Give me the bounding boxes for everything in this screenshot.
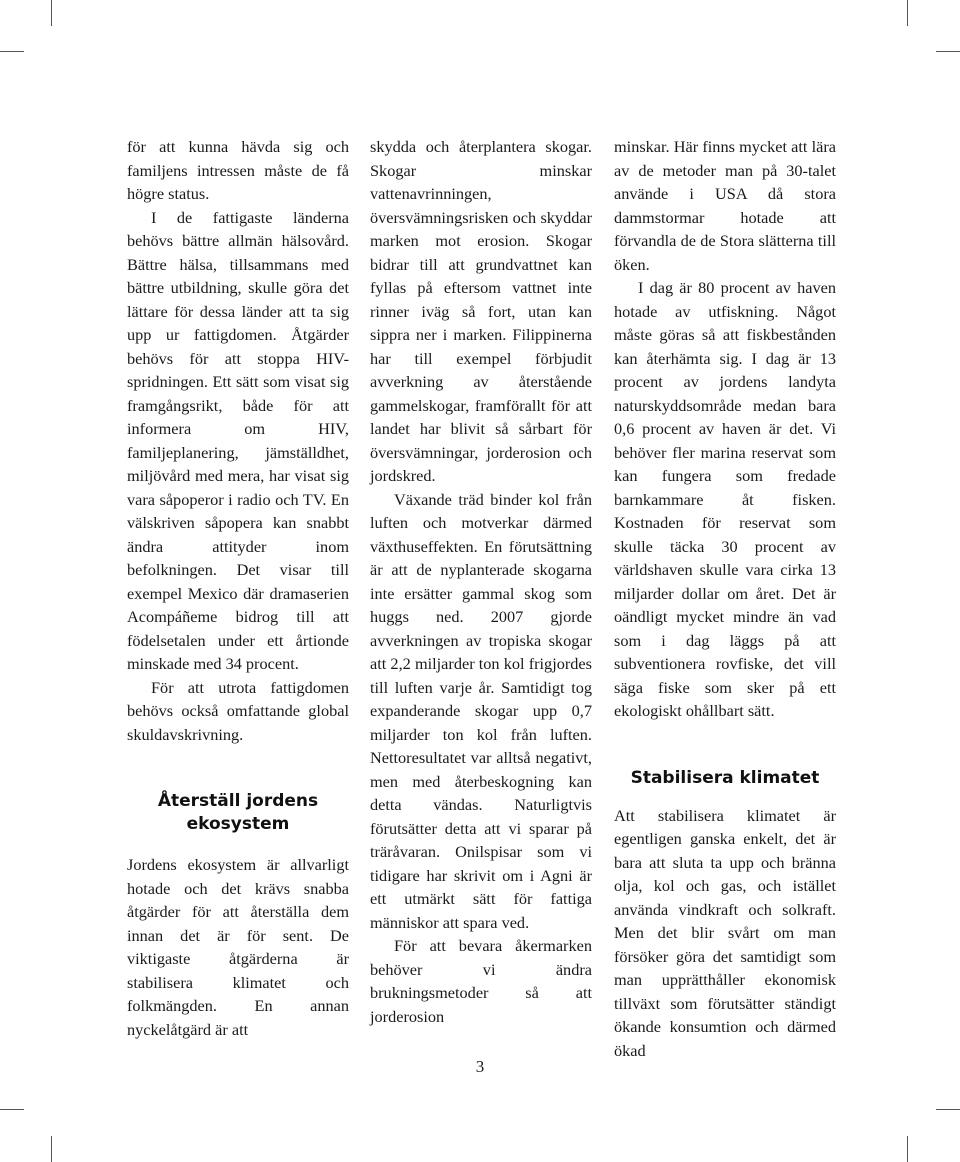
crop-mark-right-top	[936, 51, 960, 52]
paragraph: För att utrota fattigdomen behövs också omfattande global skuldavskrivning.	[127, 677, 349, 744]
paragraph: Jordens ekosystem är allvarligt hotade och det krävs snabba åtgärder för att återställa dem innan det är för sent. De viktigaste åtgärderna är stabilisera klimatet och folkmängden. En annan nyckelåtgärd är att	[127, 855, 349, 1039]
crop-mark-right-bottom	[936, 1109, 960, 1110]
section-heading-stabilize-climate: Stabilisera klimatet	[630, 767, 820, 788]
paragraph: för att kunna hävda sig och familjens intressen måste de få högre status.	[127, 137, 349, 203]
crop-mark-left-top	[0, 51, 24, 52]
crop-mark-top-right	[907, 0, 908, 26]
crop-mark-bottom-right	[907, 1136, 908, 1162]
page-number: 3	[475, 1057, 485, 1076]
paragraph: Att stabilisera klimatet är egentligen ganska enkelt, det är bara att sluta ta upp och bränna olja, kol och gas, och istället använda vindkraft och solkraft. Men det blir svårt om man försöker göra det samtidigt som man upprätthåller ekonomisk tillväxt som förutsätter ständigt ökande konsumtion och därmed ökad	[614, 805, 836, 1060]
paragraph: I de fattigaste länderna behövs bättre allmän hälsovård. Bättre hälsa, tillsammans med bättre utbildning, skulle göra det lättare för dessa länder att ta sig upp ur fattigdomen. Åtgärder behövs för att stoppa HIV-spridningen. Ett sätt som visat sig framgångsrikt, både för att informera om HIV, familjeplanering, jämställdhet, miljövård med mera, har visat sig vara såpoperor i radio och TV. En välskriven såpopera kan snabbt ändra attityder inom befolkningen. Det visar till exempel Mexico där dramaserien Acompáñeme bidrog till att födelsetalen under ett årtionde minskade med 34 procent.	[127, 207, 349, 673]
text-column-1	[127, 135, 349, 1041]
text-column-2	[370, 135, 592, 1028]
section-heading-restore-ecosystems: Återställ jordens ekosystem	[157, 791, 319, 834]
paragraph: skydda och återplantera skogar. Skogar minskar vattenavrinningen, översvämningsrisken och skyddar marken mot erosion. Skogar bidrar till att grundvattnet kan fyllas på eftersom vattnet inte rinner iväg så fort, utan kan sippra ner i marken. Filippinerna har till exempel förbjudit avverkning av återstående gammelskogar, framförallt för att landet har blivit så sårbart för översvämningar, jorderosion och jordskred.	[370, 137, 592, 485]
paragraph: För att bevara åkermarken behöver vi ändra brukningsmetoder så att jorderosion	[370, 936, 592, 1026]
crop-mark-left-bottom	[0, 1109, 24, 1110]
text-column-3	[614, 135, 836, 1062]
paragraph: Växande träd binder kol från luften och motverkar därmed växthuseffekten. En förutsättning är att de nyplanterade skogarna inte ersätter gammal skog som huggs ned. 2007 gjorde avverkningen av tropiska skogar att 2,2 miljarder ton kol frigjordes till luften varje år. Samtidigt tog expanderande skogar upp 0,7 miljarder ton kol från luften. Nettoresultatet var alltså negativt, men med återbeskogning kan detta vändas. Naturligtvis förutsätter detta att vi sparar på träråvaran. Onilspisar som vi tidigare har skrivit om i Agni är ett utmärkt sätt för fattiga människor att spara ved.	[370, 489, 592, 932]
crop-mark-bottom-left	[51, 1136, 52, 1162]
paragraph: minskar. Här finns mycket att lära av de metoder man på 30-talet använde i USA då stora dammstormar hotade att förvandla de de Stora slätterna till öken.	[614, 137, 836, 274]
paragraph: I dag är 80 procent av haven hotade av utfiskning. Något måste göras så att fiskbestånden kan återhämta sig. I dag är 13 procent av jordens landyta naturskyddsområde medan bara 0,6 procent av haven är det. Vi behöver fler marina reservat som kan fungera som fredade barnkammare åt fisken. Kostnaden för reservat som skulle täcka 30 procent av världshaven skulle vara cirka 13 miljarder dollar om året. Det är oändligt mycket mindre än vad som i dag läggs på att subventionera rovfiske, det vill säga fiske som sker på ett ekologiskt ohållbart sätt.	[614, 278, 836, 720]
crop-mark-top-left	[51, 0, 52, 26]
